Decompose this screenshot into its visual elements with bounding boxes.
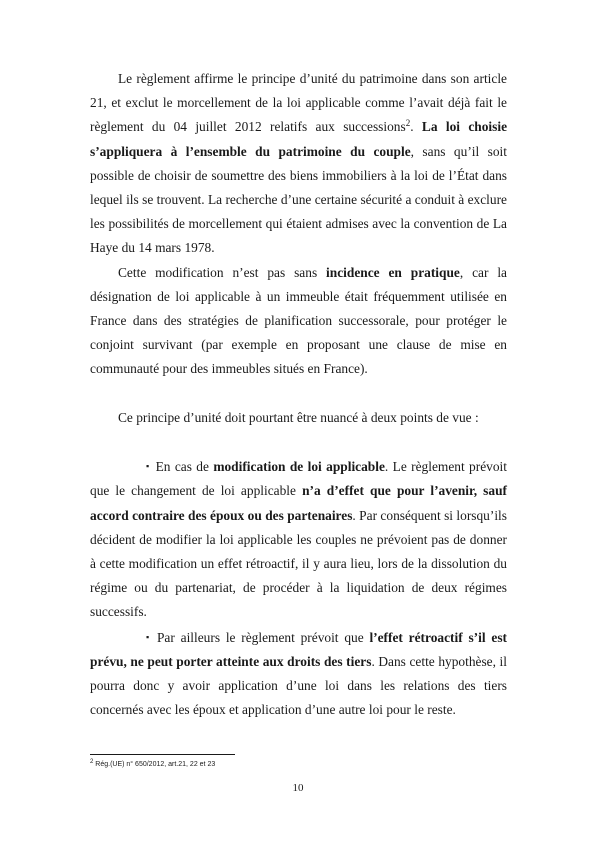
body-text: [90, 67, 507, 722]
paragraph-unity-principle: [90, 67, 507, 261]
bold-text: n’a d’effet que pour l’avenir, sauf accord contraire des époux ou des partenaires: [90, 483, 507, 523]
footnote-reference[interactable]: 2: [405, 118, 411, 129]
page-number: 10: [292, 782, 304, 794]
text-run: Ce principe d’unité doit pourtant être nuancé à deux points de vue :: [118, 409, 479, 425]
blank-line: [90, 382, 507, 406]
footnote-text: Rég.(UE) n° 650/2012, art.21, 22 et 23: [95, 761, 216, 768]
footnote-separator: [90, 754, 235, 755]
paragraph-practical-impact: [90, 261, 507, 382]
text-run: Cette modification n’est pas sans: [118, 264, 327, 280]
text-run: . Par conséquent si lorsqu’ils décident de modifier la loi applicable les couples ne prévoient pas de donner à cette modification un effet rétroactif, il y aura lieu, lors de la dissolution du régime ou du partenariat, de procéder à la liquidation de deux régimes successifs.: [90, 507, 507, 620]
text-run: . Le règlement prévoit que le changement de loi applicable: [90, 459, 507, 499]
footnote: [90, 760, 390, 770]
bullet-icon: ▪: [146, 631, 150, 642]
text-run: .: [410, 119, 422, 135]
bold-text: modification de loi applicable: [213, 459, 385, 475]
bold-text: l’effet rétroactif s’il est prévu, ne peut porter atteinte aux droits des tiers: [90, 629, 507, 669]
text-run: , sans qu’il soit possible de choisir de soumettre des biens immobiliers à la loi de l’État dans lequel ils se trouvent. La recherche d’une certaine sécurité a conduit à exclure les possibilités de morcellement qui étaient admises avec la convention de La Haye du 14 mars 1978.: [90, 143, 507, 256]
blank-line: [90, 430, 507, 454]
text-run: Le règlement affirme le principe d’unité du patrimoine dans son article 21, et exclut le morcellement de la loi applicable comme l’avait déjà fait le règlement du 04 juillet 2012 relatifs aux successions: [90, 71, 507, 135]
paragraph-nuance-intro: [90, 406, 507, 430]
footnote-number: 2: [90, 759, 94, 765]
text-run: Par ailleurs le règlement prévoit que: [151, 629, 370, 645]
text-run: , car la désignation de loi applicable à un immeuble était fréquemment utilisée en France dans des stratégies de planification successorale, pour protéger le conjoint survivant (par exemple en proposant une clause de mise en communauté pour des immeubles situés en France).: [90, 264, 507, 377]
bold-text: incidence en pratique: [326, 264, 460, 280]
bold-text: La loi choisie s’appliquera à l’ensemble du patrimoine du couple: [90, 119, 508, 159]
text-run: En cas de: [151, 459, 214, 475]
bullet-icon: ▪: [146, 461, 150, 472]
bullet-item-retroactive-effect: [90, 625, 507, 723]
bullet-item-law-change: [90, 454, 507, 624]
text-run: . Dans cette hypothèse, il pourra donc y avoir application d’une loi dans les relations des tiers concernés avec les époux et application d’une autre loi pour le reste.: [90, 653, 507, 718]
